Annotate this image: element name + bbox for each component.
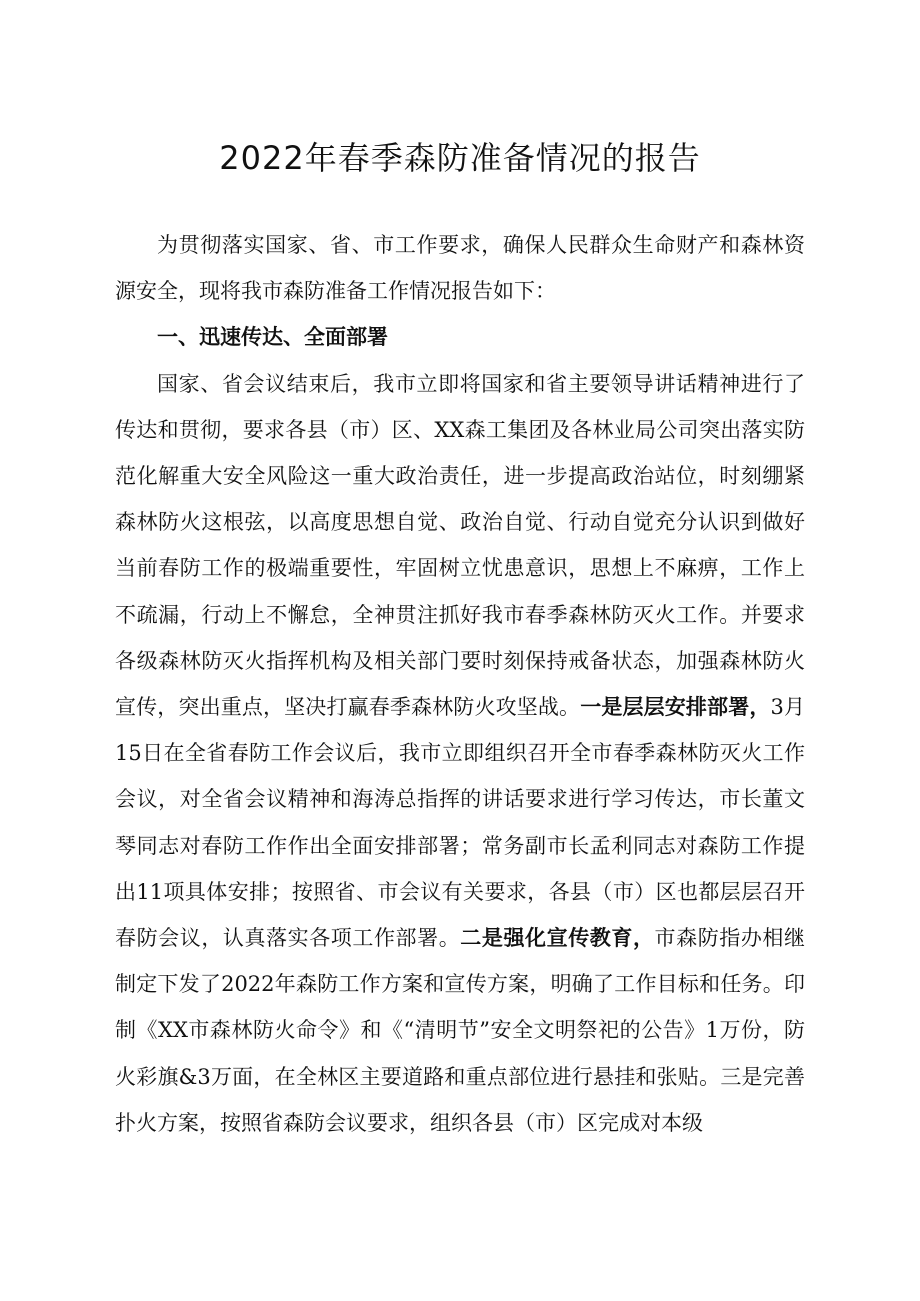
paragraph-text: 3月15日在全省春防工作会议后，我市立即组织召开全市春季森林防灭火工作会议，对全省会议精神和海涛总指挥的讲话要求进行学习传达，市长董文琴同志对春防工作作出全面安排部署；常务副市长孟利同志对森防工作提出11项具体安排；按照省、市会议有关要求，各县（市）区也都层层召开春防会议，认真落实各项工作部署。 [115, 695, 806, 951]
paragraph-text: 国家、省会议结束后，我市立即将国家和省主要领导讲话精神进行了传达和贯彻，要求各县（市）区、XX森工集团及各林业局公司突出落实防范化解重大安全风险这一重大政治责任，进一步提高政治站位，时刻绷紧森林防火这根弦，以高度思想自觉、政治自觉、行动自觉充分认识到做好当前春防工作的极端重要性，牢固树立忧患意识，思想上不麻痹，工作上不疏漏，行动上不懈怠，全神贯注抓好我市春季森林防灭火工作。并要求各级森林防灭火指挥机构及相关部门要时刻保持戒备状态，加强森林防火宣传，突出重点，坚决打赢春季森林防火攻坚战。 [115, 371, 805, 720]
section-paragraph [115, 361, 805, 1146]
paragraph-text: 市森防指办相继制定下发了2022年森防工作方案和宣传方案，明确了工作目标和任务。印制《XX市森林防火命令》和《“清明节”安全文明祭祀的公告》1万份，防火彩旗&3万面，在全林区主要道路和重点部位进行悬挂和张贴。三是完善扑火方案，按照省森防会议要求，组织各县（市）区完成对本级 [115, 926, 806, 1135]
intro-paragraph: 为贯彻落实国家、省、市工作要求，确保人民群众生命财产和森林资源安全，现将我市森防准备工作情况报告如下： [115, 233, 805, 304]
bold-lead-1: 一是层层安排部署， [580, 695, 771, 720]
document-title: 2022年春季森防准备情况的报告 [219, 139, 701, 177]
bold-lead-2: 二是强化宣传教育， [460, 926, 655, 951]
section-heading: 一、迅速传达、全面部署 [157, 325, 388, 350]
document-body [115, 222, 805, 1146]
